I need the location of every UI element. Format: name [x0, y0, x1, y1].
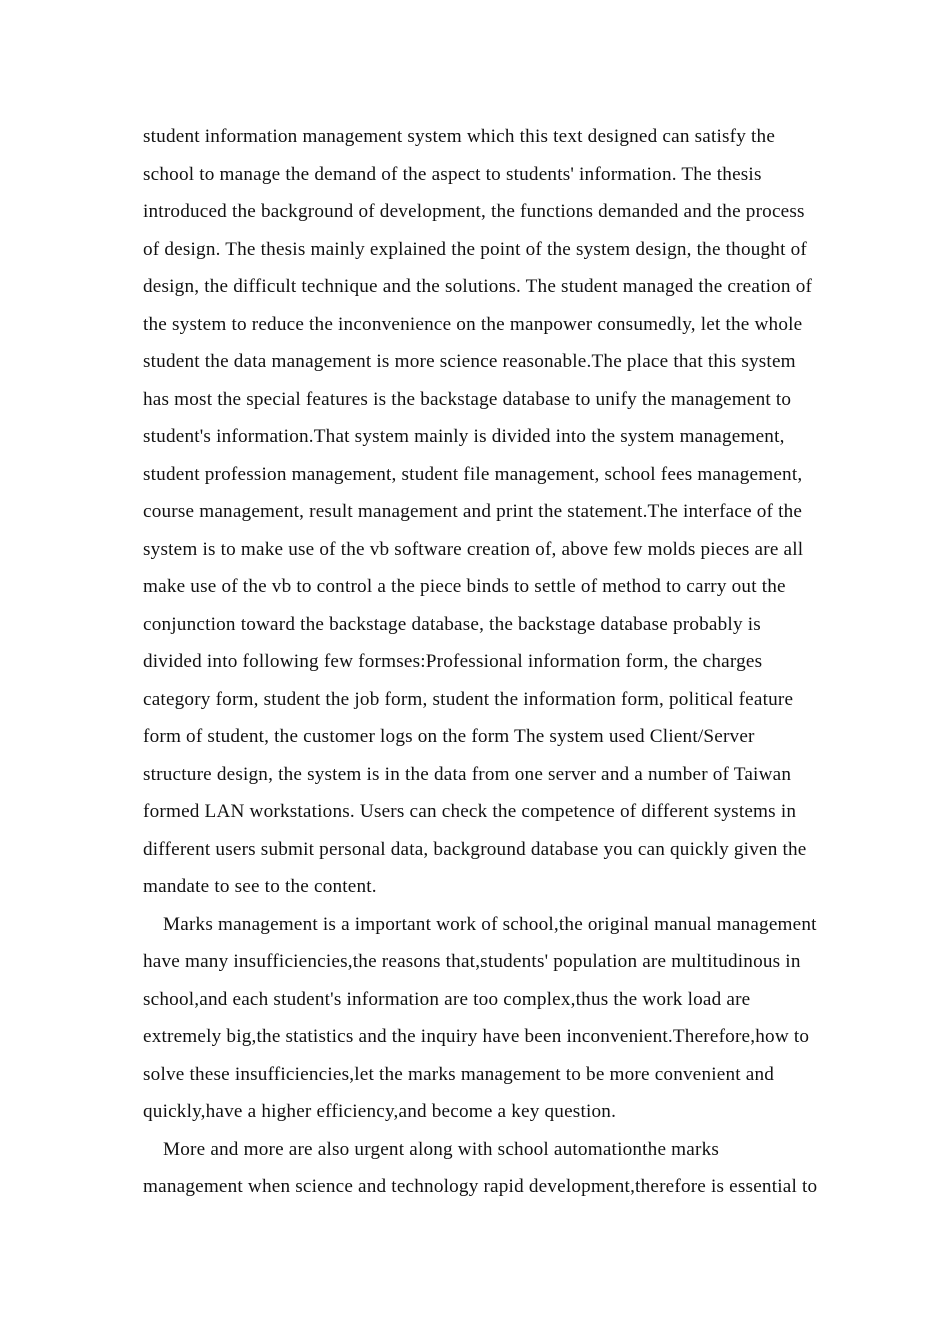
text-line: student information management system which this text designed can satisfy the [143, 126, 776, 147]
text-line: introduced the background of development, the functions demanded and the process [143, 201, 805, 222]
text-line: divided into following few formses:Professional information form, the charges [143, 651, 763, 672]
text-line: Marks management is a important work of school,the original manual management [163, 913, 817, 935]
text-line: the system to reduce the inconvenience on the manpower consumedly, let the whole [143, 313, 803, 335]
text-line: form of student, the customer logs on the form The system used Client/Server [143, 726, 755, 747]
text-line: student the data management is more science reasonable.The place that this system [143, 351, 796, 372]
text-line: management when science and technology rapid development,therefore is essential to [143, 1176, 818, 1197]
text-line: category form, student the job form, student the information form, political feature [143, 688, 794, 710]
text-line: of design. The thesis mainly explained the point of the system design, the thought of [143, 238, 807, 260]
text-line: conjunction toward the backstage database, the backstage database probably is [143, 613, 761, 635]
text-line: course management, result management and print the statement.The interface of the [143, 501, 803, 522]
paragraph-abstract-continuation [143, 118, 813, 906]
paragraph-marks-management-intro [143, 906, 817, 1131]
text-line: quickly,have a higher efficiency,and become a key question. [143, 1101, 617, 1122]
text-line: student's information.That system mainly is divided into the system management, [143, 426, 785, 447]
text-line: mandate to see to the content. [143, 876, 377, 897]
text-line: student profession management, student file management, school fees management, [143, 463, 803, 485]
text-line: has most the special features is the backstage database to unify the management to [143, 388, 792, 410]
document-text-body [143, 118, 818, 1206]
text-line: formed LAN workstations. Users can check the competence of different systems in [143, 801, 797, 822]
text-line: school,and each student's information are too complex,thus the work load are [143, 988, 751, 1010]
text-line: different users submit personal data, background database you can quickly given the [143, 838, 807, 860]
text-line: solve these insufficiencies,let the marks management to be more convenient and [143, 1063, 775, 1085]
text-line: design, the difficult technique and the solutions. The student managed the creation of [143, 276, 813, 297]
text-line: extremely big,the statistics and the inquiry have been inconvenient.Therefore,how to [143, 1026, 810, 1047]
text-line: have many insufficiencies,the reasons that,students' population are multitudinous in [143, 951, 801, 972]
text-line: school to manage the demand of the aspect to students' information. The thesis [143, 163, 762, 185]
text-line: structure design, the system is in the data from one server and a number of Taiwan [143, 763, 792, 785]
text-line: More and more are also urgent along with school automationthe marks [163, 1138, 720, 1160]
text-line: make use of the vb to control a the piece binds to settle of method to carry out the [143, 576, 786, 597]
paragraph-school-automation [143, 1131, 818, 1206]
text-line: system is to make use of the vb software creation of, above few molds pieces are all [143, 538, 804, 560]
